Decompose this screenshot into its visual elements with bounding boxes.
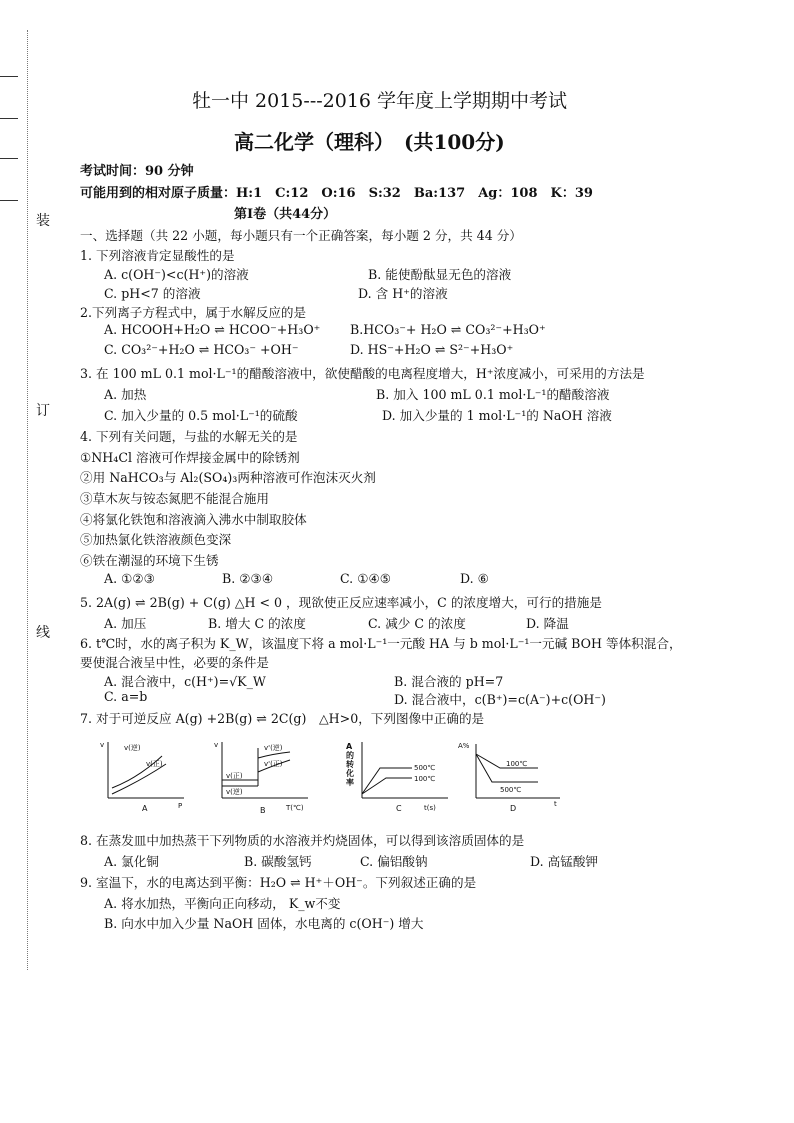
graph-c-curve-label: 100℃ (414, 775, 436, 783)
q8-option-c: C. 偏铝酸钠 (360, 854, 428, 869)
graph-c (342, 738, 452, 818)
graph-a-curve-label: v(正) (146, 760, 163, 768)
q6-option-b: B. 混合液的 pH=7 (394, 674, 504, 689)
q4-item: ④将氯化铁饱和溶液滴入沸水中制取胶体 (80, 512, 307, 527)
graph-c-letter: C (396, 804, 402, 813)
q1-option-b: B. 能使酚酞显无色的溶液 (368, 267, 512, 282)
q2-option-a: A. HCOOH+H₂O ⇌ HCOO⁻+H₃O⁺ (104, 322, 321, 337)
graph-a-xlabel: P (178, 802, 183, 810)
graph-a-ylabel: v (100, 741, 105, 749)
q3-option-c: C. 加入少量的 0.5 mol·L⁻¹的硫酸 (104, 408, 298, 423)
exam-time: 考试时间：90 分钟 (80, 164, 194, 179)
section-heading: 第Ⅰ卷（共44分） (234, 207, 337, 222)
q6-stem-line1: 6. t℃时，水的离子积为 K_W，该温度下将 a mol·L⁻¹一元酸 HA 与 b mol·L⁻¹一元碱 BOH 等体积混合， (80, 636, 682, 651)
graph-c-xlabel: t(s) (424, 804, 436, 812)
atomic-mass-line: 可能用到的相对原子质量：H:1 C:12 O:16 S:32 Ba:137 Ag：108 K：39 (80, 186, 593, 201)
q6-option-c: C. a=b (104, 689, 148, 704)
graph-a-curve-label: v(逆) (124, 744, 141, 752)
q4-option-c: C. ①④⑤ (340, 571, 392, 586)
q2-option-b: B.HCO₃⁻+ H₂O ⇌ CO₃²⁻+H₃O⁺ (350, 322, 546, 337)
q2-option-d: D. HS⁻+H₂O ⇌ S²⁻+H₃O⁺ (350, 342, 514, 357)
q4-stem: 4. 下列有关问题，与盐的水解无关的是 (80, 429, 298, 444)
q4-item: ②用 NaHCO₃与 Al₂(SO₄)₃两种溶液可作泡沫灭火剂 (80, 470, 376, 485)
q7-stem: 7. 对于可逆反应 A(g) +2B(g) ⇌ 2C(g) △H>0，下列图像中正确的是 (80, 711, 485, 726)
q5-option-c: C. 减少 C 的浓度 (368, 616, 466, 631)
graph-b-letter: B (260, 806, 266, 815)
margin-tick (0, 200, 18, 201)
q4-item: ⑤加热氯化铁溶液颜色变深 (80, 532, 232, 547)
q4-option-b: B. ②③④ (222, 571, 274, 586)
instructions: 一、选择题（共 22 小题，每小题只有一个正确答案，每小题 2 分，共 44 分） (80, 228, 522, 243)
q6-option-d: D. 混合液中，c(B⁺)=c(A⁻)+c(OH⁻) (394, 692, 606, 707)
q1-option-c: C. pH<7 的溶液 (104, 286, 201, 301)
q4-item: ③草木灰与铵态氮肥不能混合施用 (80, 491, 269, 506)
q3-option-d: D. 加入少量的 1 mol·L⁻¹的 NaOH 溶液 (382, 408, 612, 423)
q4-option-a: A. ①②③ (104, 571, 155, 586)
binding-label-xian: 线 (36, 625, 50, 641)
graph-b (212, 738, 312, 818)
q1-stem: 1. 下列溶液肯定显酸性的是 (80, 248, 235, 263)
q9-option-b: B. 向水中加入少量 NaOH 固体，水电离的 c(OH⁻) 增大 (104, 916, 424, 931)
q8-option-d: D. 高锰酸钾 (530, 854, 599, 869)
graph-a-letter: A (142, 804, 148, 813)
binding-label-zhuang: 装 (36, 213, 50, 229)
margin-tick (0, 76, 18, 77)
graph-b-curve-label: v'(逆) (264, 744, 283, 752)
graph-d-curve-label: 100℃ (506, 760, 528, 768)
q2-stem: 2.下列离子方程式中，属于水解反应的是 (80, 305, 307, 320)
q6-option-a: A. 混合液中，c(H⁺)=√K_W (104, 674, 266, 689)
q5-option-b: B. 增大 C 的浓度 (208, 616, 306, 631)
exam-title: 牡一中 2015---2016 学年度上学期期中考试 (192, 90, 568, 112)
graph-c-curve-label: 500℃ (414, 764, 436, 772)
margin-tick (0, 158, 18, 159)
q5-option-d: D. 降温 (526, 616, 569, 631)
q8-stem: 8. 在蒸发皿中加热蒸干下列物质的水溶液并灼烧固体，可以得到该溶质固体的是 (80, 833, 525, 848)
q4-item: ①NH₄Cl 溶液可作焊接金属中的除锈剂 (80, 450, 300, 465)
graph-b-curve-label: v(正) (226, 772, 243, 780)
q4-item: ⑥铁在潮湿的环境下生锈 (80, 553, 219, 568)
graph-b-curve-label: v'(正) (264, 760, 283, 768)
q5-stem: 5. 2A(g) ⇌ 2B(g) + C(g) △H < 0 ，现欲使正反应速率减小，C 的浓度增大，可行的措施是 (80, 595, 602, 610)
q8-option-a: A. 氯化铜 (104, 854, 159, 869)
q9-option-a: A. 将水加热，平衡向正向移动， K_w不变 (104, 896, 341, 911)
q6-stem-line2: 要使混合液呈中性，必要的条件是 (80, 655, 269, 670)
q1-option-a: A. c(OH⁻)<c(H⁺)的溶液 (104, 267, 249, 282)
graph-d-letter: D (510, 804, 517, 813)
graph-d-xlabel: t (554, 800, 557, 808)
graph-b-curve-label: v(逆) (226, 788, 243, 796)
q4-option-d: D. ⑥ (460, 571, 489, 586)
graph-a (98, 738, 188, 816)
q5-option-a: A. 加压 (104, 616, 147, 631)
binding-line (27, 30, 28, 970)
q9-stem: 9. 室温下，水的电离达到平衡：H₂O ⇌ H⁺＋OH⁻。下列叙述正确的是 (80, 875, 477, 890)
graph-b-ylabel: v (214, 741, 219, 749)
q2-option-c: C. CO₃²⁻+H₂O ⇌ HCO₃⁻ +OH⁻ (104, 342, 299, 357)
q8-option-b: B. 碳酸氢钙 (244, 854, 312, 869)
q3-option-b: B. 加入 100 mL 0.1 mol·L⁻¹的醋酸溶液 (376, 387, 610, 402)
graph-d-ylabel: A% (458, 742, 470, 750)
q3-option-a: A. 加热 (104, 387, 147, 402)
q1-option-d: D. 含 H⁺的溶液 (358, 286, 448, 301)
graph-d (456, 738, 564, 818)
exam-subtitle: 高二化学（理科） (共100分) (234, 130, 505, 154)
graph-d-curve-label: 500℃ (500, 786, 522, 794)
graph-b-xlabel: T(℃) (286, 804, 304, 812)
binding-label-ding: 订 (36, 403, 50, 419)
q3-stem: 3. 在 100 mL 0.1 mol·L⁻¹的醋酸溶液中，欲使醋酸的电离程度增大，H⁺浓度减小，可采用的方法是 (80, 366, 645, 381)
graph-c-ylabel: A的转化率 (346, 742, 354, 787)
margin-tick (0, 118, 18, 119)
